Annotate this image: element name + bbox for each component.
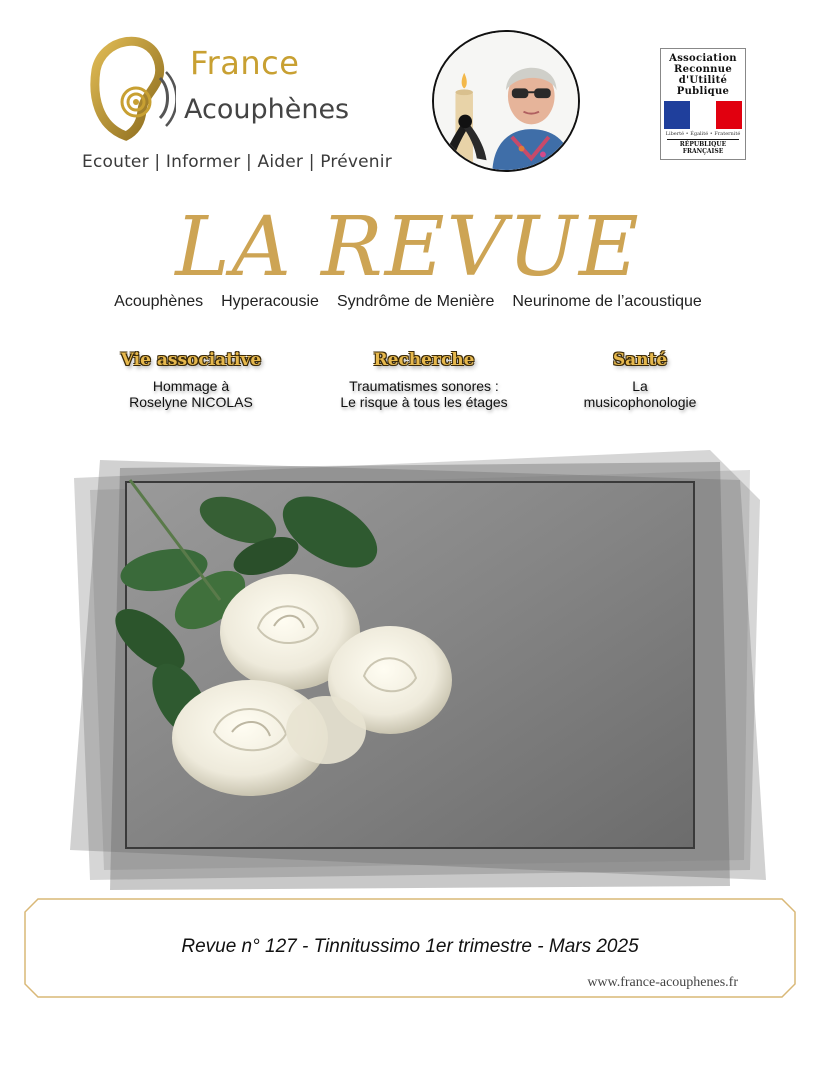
section-heading: Santé <box>612 350 668 370</box>
section-heading: Recherche <box>373 350 475 370</box>
website-link[interactable]: www.france-acouphenes.fr <box>587 975 738 990</box>
marianne-flag-icon <box>664 101 742 129</box>
topic-item: Hyperacousie <box>221 293 319 310</box>
brand-tagline: Ecouter | Informer | Aider | Prévenir <box>82 152 392 172</box>
section-recherche <box>318 350 530 410</box>
revue-title: LA REVUE <box>175 200 641 295</box>
ear-logo-icon <box>86 26 176 144</box>
roses-photo-image <box>60 440 770 900</box>
tribute-portrait <box>432 30 580 172</box>
section-sante <box>560 350 720 410</box>
topic-item: Neurinome de l’acoustique <box>512 293 702 310</box>
topic-item: Syndrôme de Menière <box>336 293 495 310</box>
section-summary: La musicophonologie <box>583 378 697 410</box>
brand-name-acouphenes: Acouphènes <box>184 94 350 125</box>
issue-banner <box>24 898 796 998</box>
cover-photo-white-roses <box>60 440 770 900</box>
seal-republic: RÉPUBLIQUE FRANÇAISE <box>667 139 739 155</box>
portrait-image <box>434 32 578 170</box>
brand-name-france: France <box>190 44 300 82</box>
seal-label: Association Reconnue d'Utilité Publique <box>669 53 737 97</box>
section-heading: Vie associative <box>120 350 262 370</box>
section-vie-associative <box>108 350 274 410</box>
topic-list <box>0 293 816 311</box>
section-summary: Traumatismes sonores : Le risque à tous les étages <box>340 378 508 410</box>
issue-info: Revue n° 127 - Tinnitussimo 1er trimestre - Mars 2025 <box>181 936 639 957</box>
seal-motto: Liberté • Égalité • Fraternité <box>665 131 741 137</box>
topic-item: Acouphènes <box>114 293 204 310</box>
public-utility-seal <box>660 48 746 160</box>
section-summary: Hommage à Roselyne NICOLAS <box>129 378 253 410</box>
